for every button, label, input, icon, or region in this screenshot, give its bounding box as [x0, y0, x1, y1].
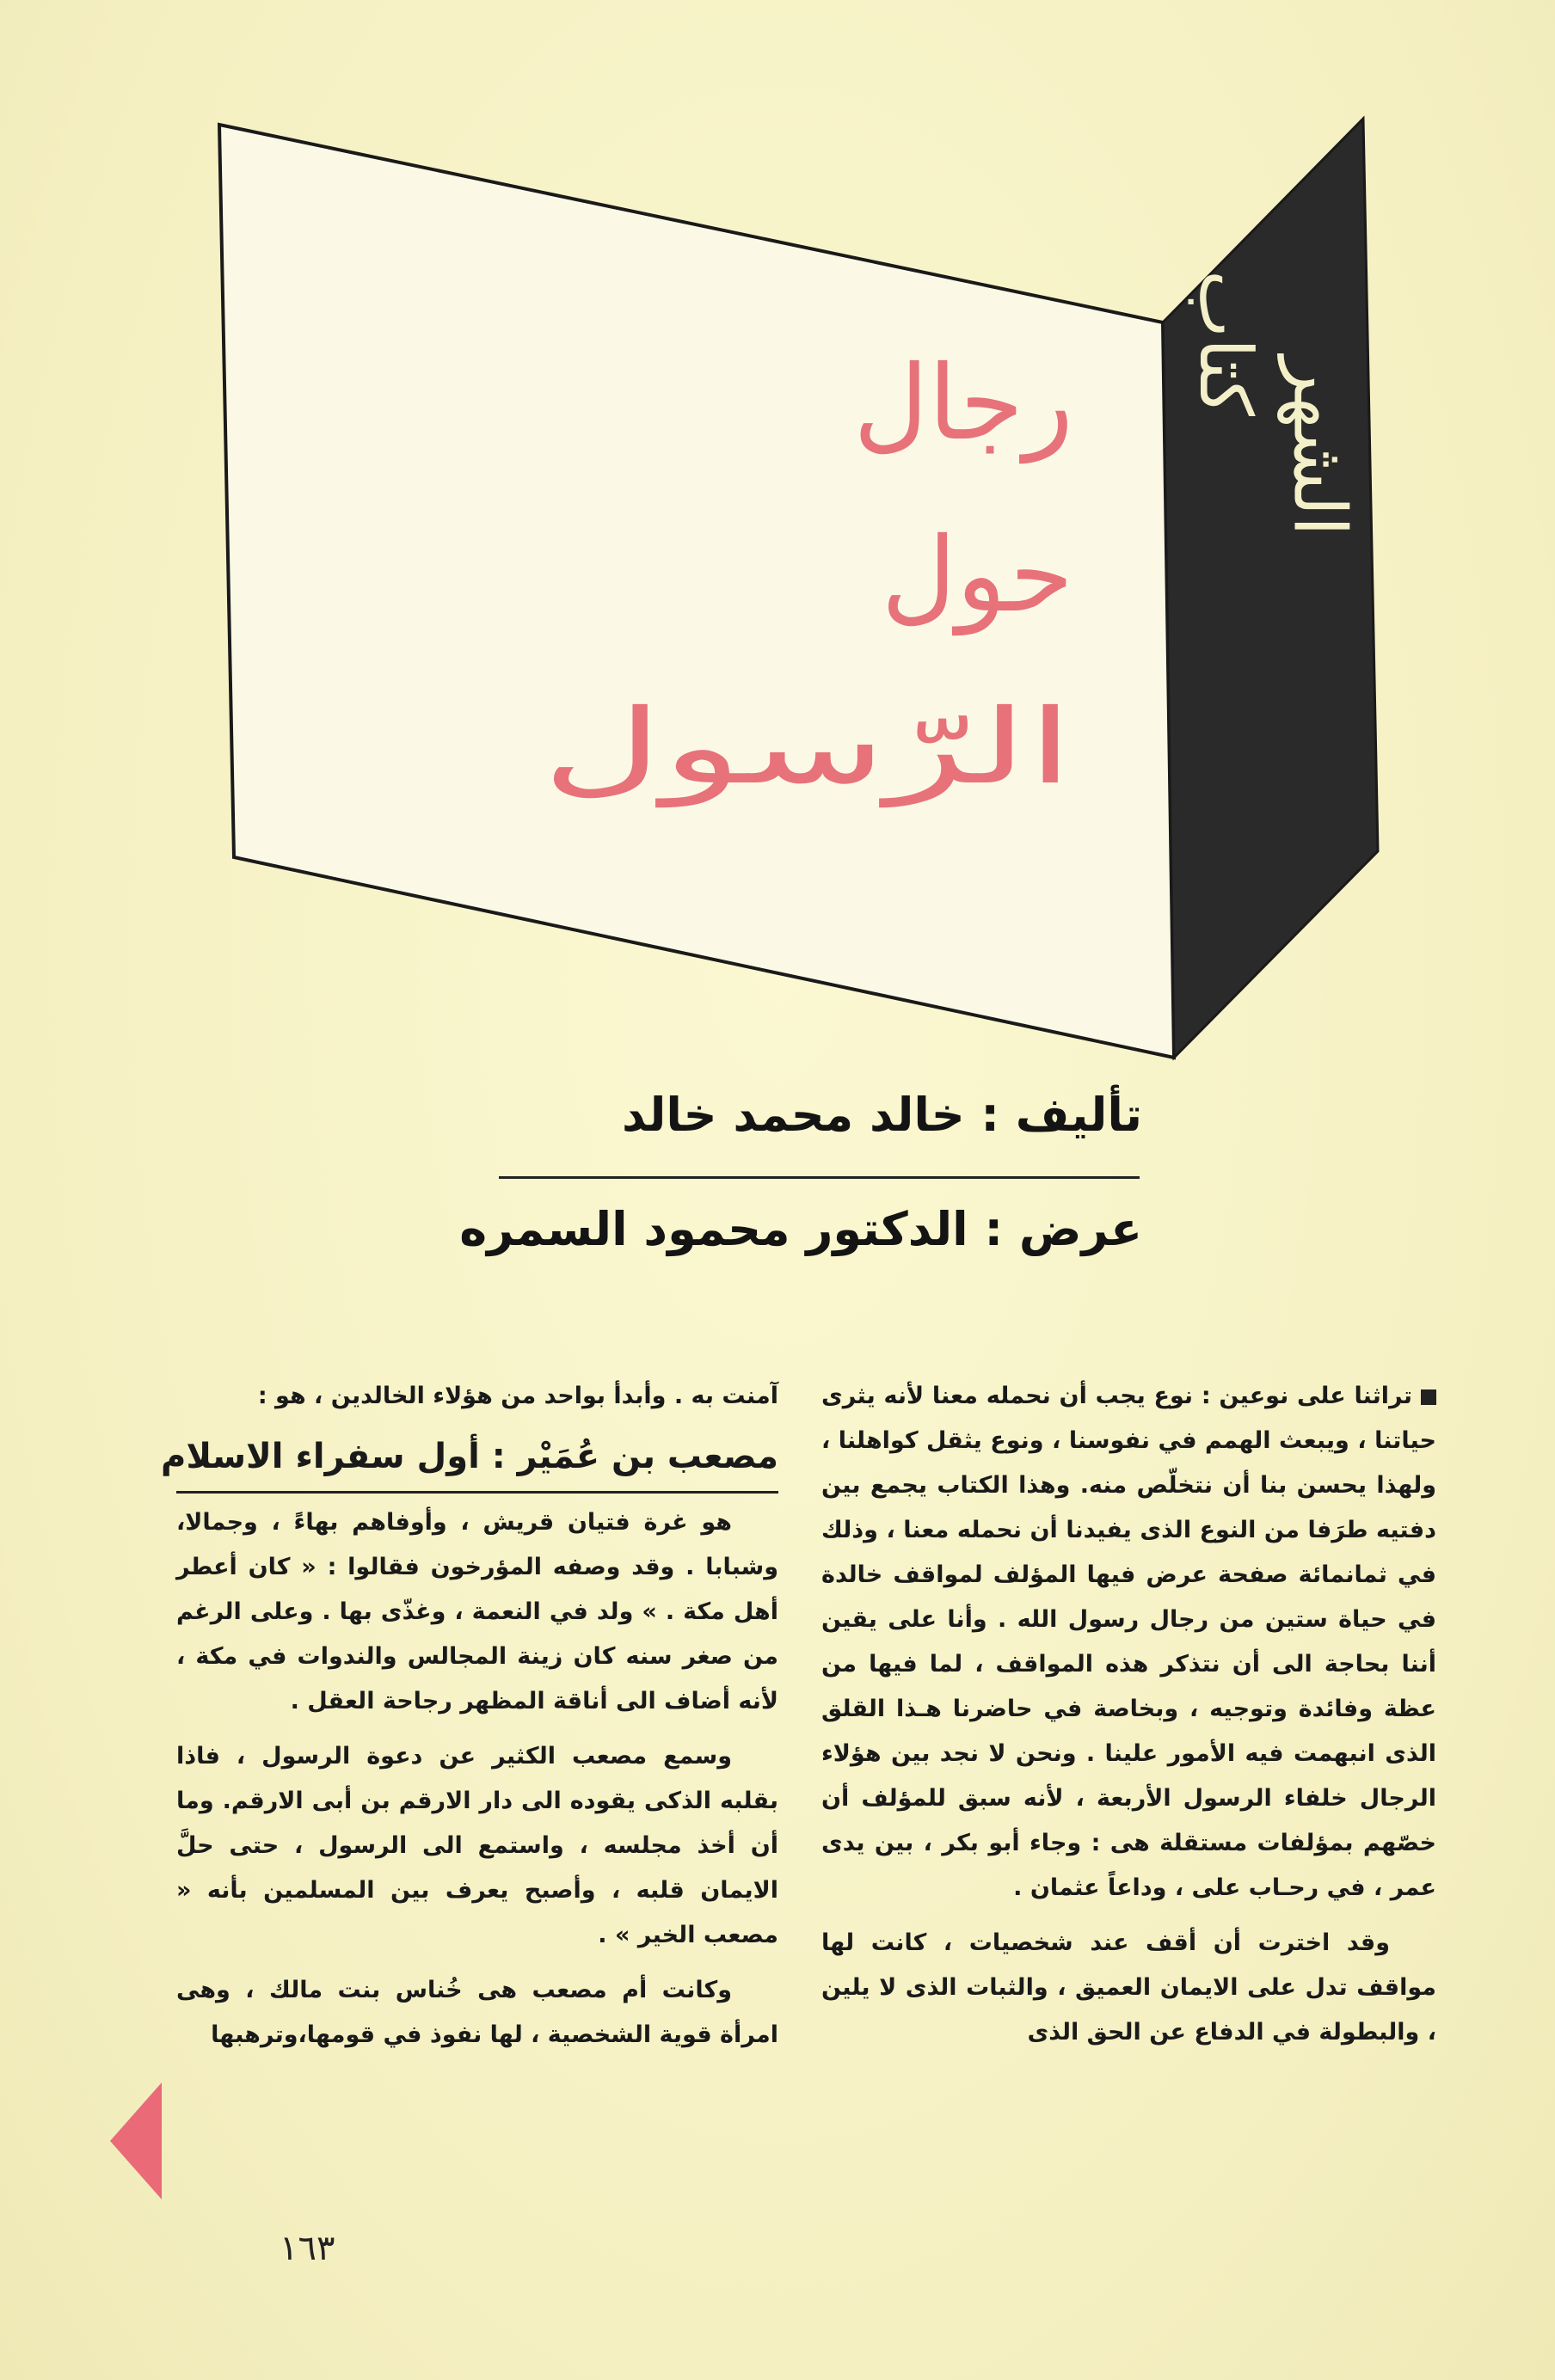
book-title-line-3: الرّسول — [542, 688, 1073, 807]
left-column-paragraph-2: وسمع مصعب الكثير عن دعوة الرسول ، فاذا بقلبه الذكى يقوده الى دار الارقم بن أبى الارقم. وما أن أخذ مجلسه ، واستمع الى الرسول ، حتى حلَّ الايمان قلبه ، وأصبح يعرف بين المسلمين بأنه « مصعب الخير » . — [176, 1743, 778, 1948]
author-byline: تأليف : خالد محمد خالد — [621, 1088, 1142, 1142]
left-column-paragraph-1: هو غرة فتيان قريش ، وأوفاهم بهاءً ، وجمالا، وشبابا . وقد وصفه المؤرخون فقالوا : « كان أعطر أهل مكة . » ولد في النعمة ، وغذّى بها . وعلى الرغم من صغر سنه كان زينة المجالس والندوات في مكة ، لأنه أضاف الى أناقة المظهر رجاحة العقل . — [176, 1509, 778, 1714]
byline-divider — [499, 1176, 1140, 1179]
right-column-paragraph-1 — [821, 1374, 1436, 1911]
square-bullet-icon — [1421, 1389, 1436, 1405]
left-column-paragraph-3: وكانت أم مصعب هى خُناس بنت مالك ، وهى امرأة قوية الشخصية ، لها نفوذ في قومها،وترهبها — [176, 1977, 778, 2048]
right-text-column — [821, 1374, 1436, 2065]
spine-label-line-2: الشهر — [1277, 356, 1362, 537]
book-title-line-2: حول — [881, 516, 1073, 635]
book-cover-illustration — [0, 0, 1555, 1083]
right-column-paragraph-1-text: تراثنا على نوعين : نوع يجب أن نحمله معنا لأنه يثرى حياتنا ، ويبعث الهمم في نفوسنا ، ونوع يثقل كواهلنا ، ولهذا يحسن بنا أن نتخلّص منه. وهذا الكتاب يجمع بين دفتيه طرَفا من النوع الذى يفيدنا أن نحمله معنا ، وذلك في ثمانمائة صفحة عرض فيها المؤلف لمواقف خالدة في حياة ستين من رجال رسول الله . وأنا على يقين أننا بحاجة الى أن نتذكر هذه المواقف ، لما فيها من عظة وفائدة وتوجيه ، وبخاصة في حاضرنا هـذا القلق الذى انبهمت فيه الأمور علينا . ونحن لا نجد بين هؤلاء الرجال خلفاء الرسول الأربعة ، لأنه سبق للمؤلف أن خصّهم بمؤلفات مستقلة هى : وجاء أبو بكر ، بين يدى عمر ، في رحـاب على ، وداعاً عثمان . — [821, 1383, 1436, 1901]
pink-triangle-marker-icon — [110, 2082, 162, 2199]
book-spine — [1163, 119, 1378, 1058]
reviewer-byline: عرض : الدكتور محمود السمره — [459, 1202, 1142, 1256]
left-column-intro: آمنت به . وأبدأ بواحد من هؤلاء الخالدين ، هو : — [257, 1383, 778, 1409]
page-number: ١٦٣ — [280, 2229, 335, 2268]
left-text-column — [161, 1374, 778, 2068]
section-subheading: مصعب بن عُمَيْر : أول سفراء الاسلام — [176, 1429, 778, 1494]
spine-label-line-1: كتاب — [1183, 269, 1269, 417]
book-title-line-1: رجال — [853, 344, 1073, 463]
right-column-paragraph-2: وقد اخترت أن أقف عند شخصيات ، كانت لها مواقف تدل على الايمان العميق ، والثبات الذى لا يلين ، والبطولة في الدفاع عن الحق الذى — [821, 1929, 1436, 2046]
